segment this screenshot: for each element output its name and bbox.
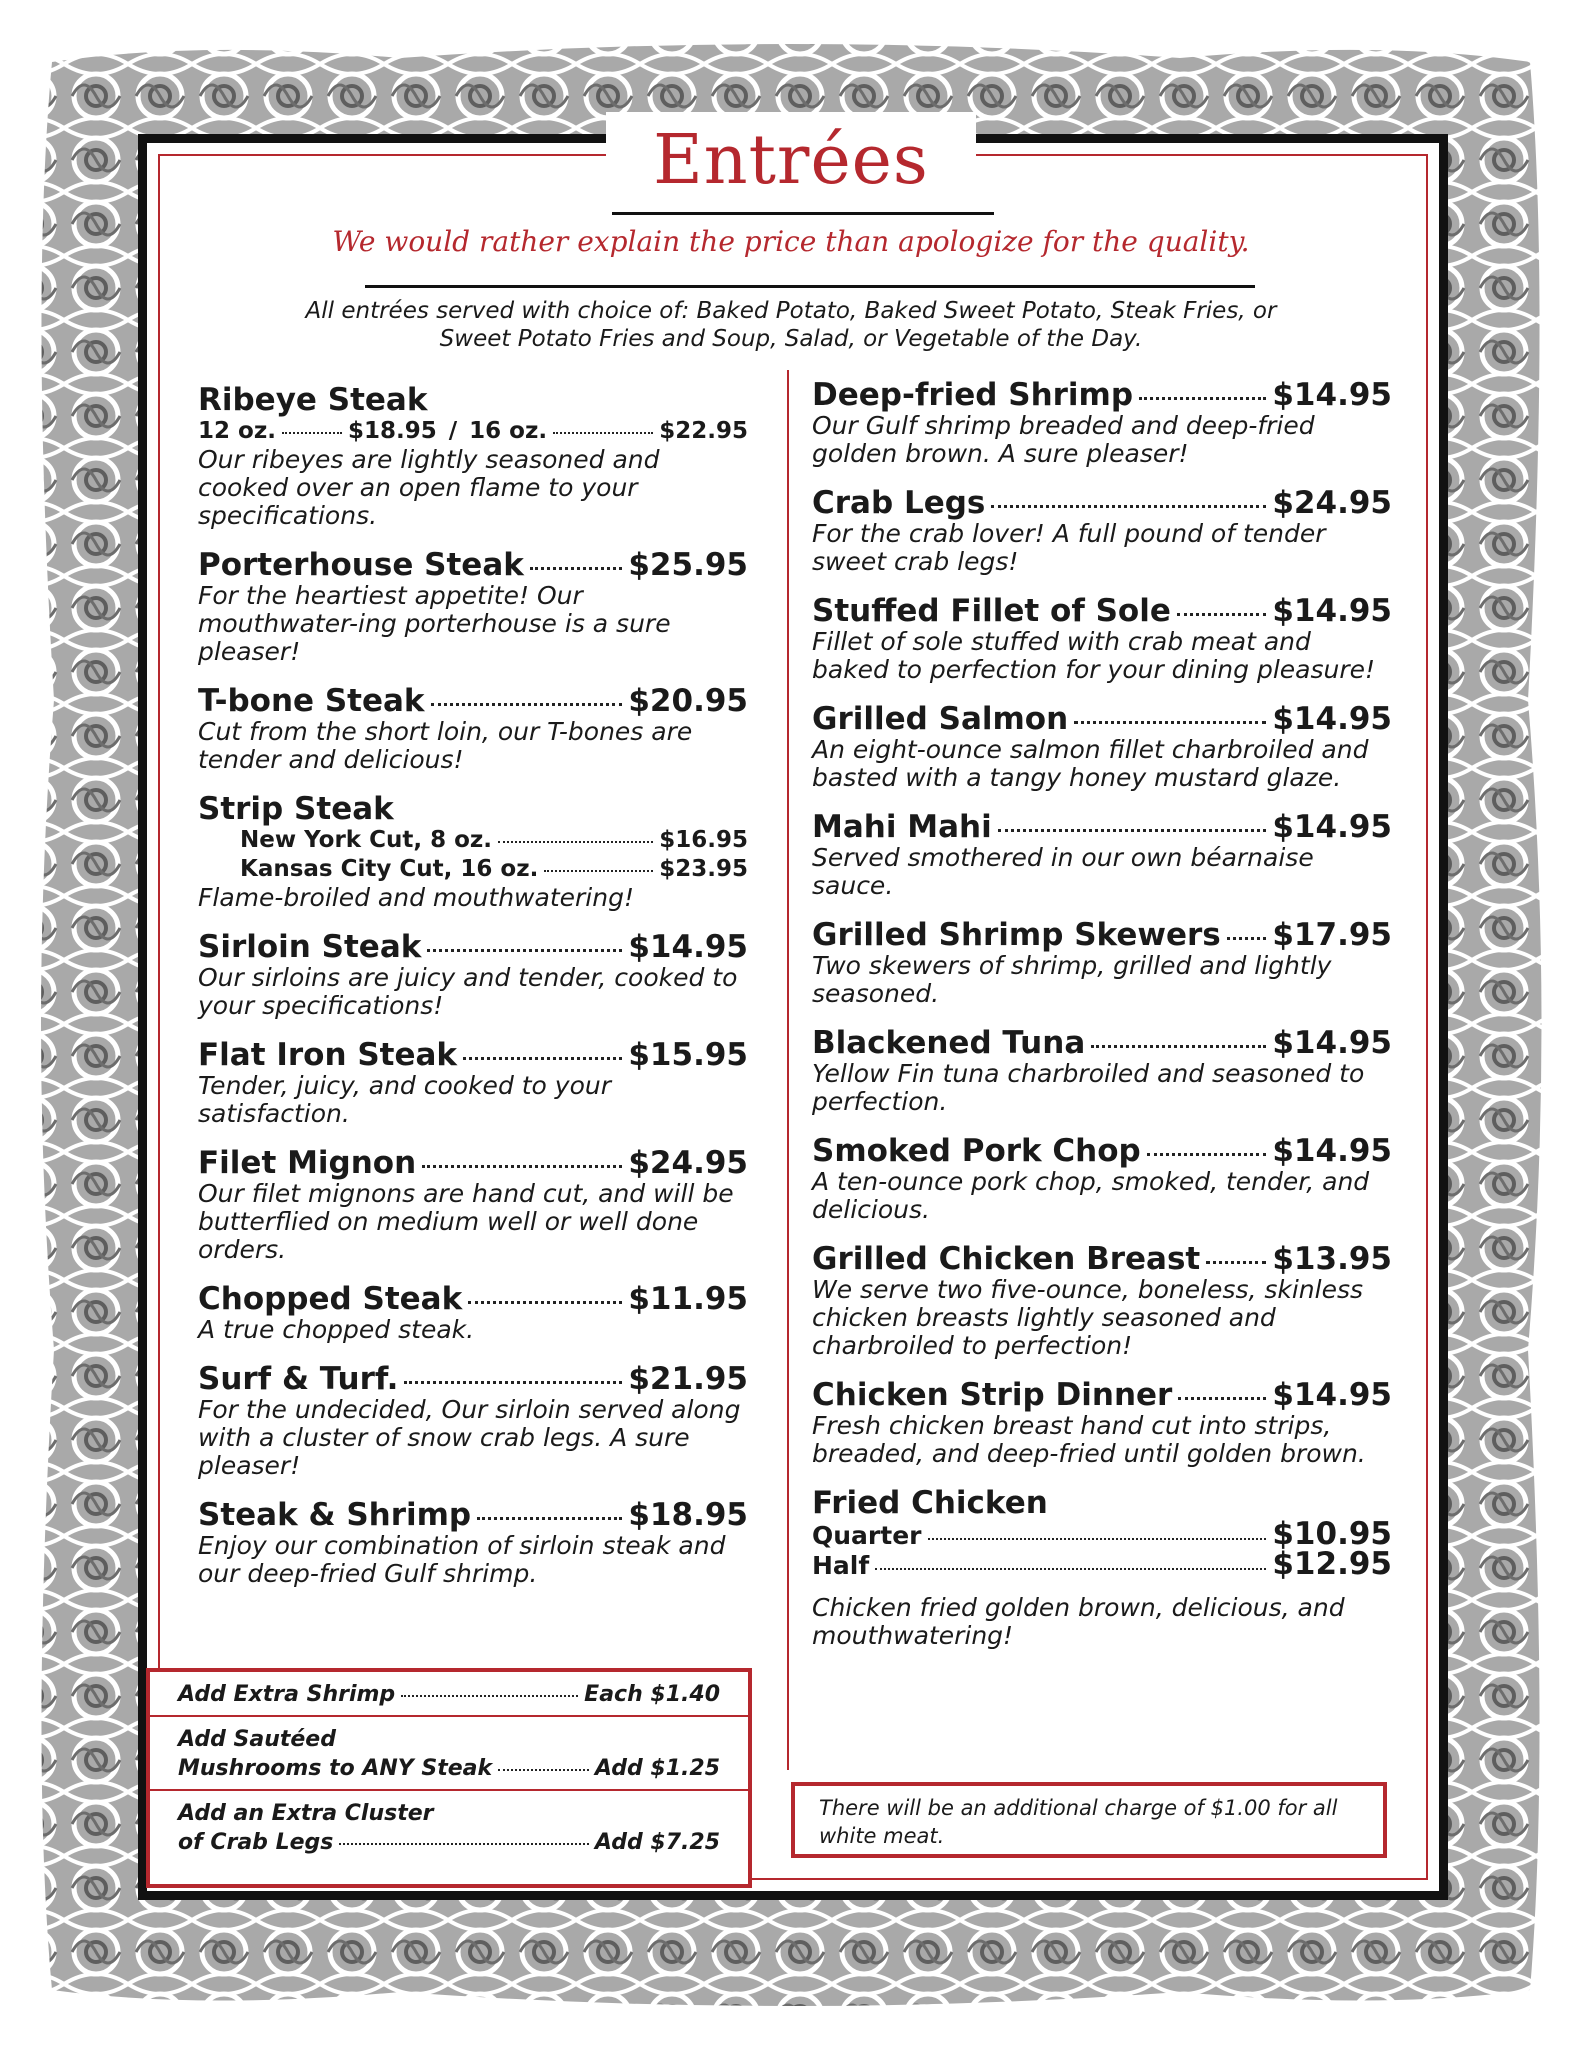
menu-item — [198, 1282, 748, 1344]
addon-label: Add Sautéed — [178, 1727, 336, 1752]
addons-box — [146, 1668, 752, 1888]
item-price: $14.95 — [1272, 1133, 1392, 1169]
item-name: T-bone Steak — [198, 683, 425, 719]
right-column — [812, 378, 1392, 1668]
leader-dots — [998, 829, 1267, 832]
item-name: Chopped Steak — [198, 1281, 463, 1317]
item-price: $11.95 — [628, 1281, 748, 1317]
leader-dots — [1206, 1261, 1266, 1264]
item-description: An eight-ounce salmon fillet charbroiled and basted with a tangy honey mustard glaze. — [812, 735, 1369, 792]
menu-item — [812, 1134, 1392, 1224]
item-description: Fillet of sole stuffed with crab meat and baked to perfection for your dining pleasure! — [812, 627, 1376, 684]
item-name: Grilled Salmon — [812, 701, 1069, 737]
item-price: $14.95 — [628, 929, 748, 965]
leader-dots — [875, 1568, 1266, 1570]
addon-price: Each $1.40 — [584, 1682, 720, 1707]
leader-dots — [1178, 1397, 1266, 1400]
item-price: $14.95 — [1272, 593, 1392, 629]
option-label: Quarter — [812, 1521, 922, 1550]
leader-dots — [401, 1695, 578, 1697]
menu-item — [812, 486, 1392, 576]
column-divider — [787, 370, 789, 1770]
menu-item — [198, 1498, 748, 1588]
leader-dots — [498, 1769, 589, 1771]
option-label: New York Cut, 8 oz. — [240, 827, 493, 853]
menu-item — [812, 1378, 1392, 1468]
item-name: Surf & Turf. — [198, 1361, 399, 1397]
item-name: Filet Mignon — [198, 1145, 417, 1181]
item-price: $14.95 — [1272, 1025, 1392, 1061]
leader-dots — [553, 432, 653, 434]
menu-item — [198, 1038, 748, 1128]
option-label: Kansas City Cut, 16 oz. — [240, 856, 539, 882]
option-price: $18.95 — [347, 418, 437, 444]
item-name: Smoked Pork Chop — [812, 1133, 1141, 1169]
menu-item — [812, 918, 1392, 1008]
menu-item — [198, 1146, 748, 1264]
white-meat-note: There will be an additional charge of $1.00 for all white meat. — [791, 1782, 1387, 1858]
item-price: $21.95 — [628, 1361, 748, 1397]
item-price: $14.95 — [1272, 809, 1392, 845]
menu-item — [812, 378, 1392, 468]
menu-item — [198, 383, 748, 530]
item-description: Our filet mignons are hand cut, and will be butterflied on medium well or well done orders. — [198, 1179, 734, 1264]
addon-price: Add $1.25 — [594, 1756, 720, 1781]
menu-item — [812, 810, 1392, 900]
sides-note: All entrées served with choice of: Baked Potato, Baked Sweet Potato, Steak Fries, or Sweet Potato Fries and Soup, Salad, or Vegetable of the Day. — [305, 298, 1277, 352]
item-name: Deep-fried Shrimp — [812, 377, 1134, 413]
item-name: Grilled Chicken Breast — [812, 1241, 1201, 1277]
addon-row — [150, 1789, 748, 1863]
tagline-divider — [365, 285, 1255, 288]
item-name: Chicken Strip Dinner — [812, 1377, 1173, 1413]
addon-row — [150, 1672, 748, 1715]
item-description: Fresh chicken breast hand cut into strips, breaded, and deep-fried until golden brown. — [812, 1411, 1366, 1468]
leader-dots — [431, 703, 623, 706]
item-price: $17.95 — [1272, 917, 1392, 953]
addon-label: Add an Extra Cluster — [178, 1801, 434, 1826]
leader-dots — [928, 1538, 1267, 1540]
item-name: Porterhouse Steak — [198, 547, 524, 583]
item-name: Steak & Shrimp — [198, 1497, 472, 1533]
leader-dots — [1177, 613, 1266, 616]
item-name: Flat Iron Steak — [198, 1037, 458, 1073]
option-label: 12 oz. — [198, 418, 276, 444]
item-description: For the crab lover! A full pound of tender sweet crab legs! — [812, 519, 1326, 576]
item-name: Stuffed Fillet of Sole — [812, 593, 1171, 629]
item-name: Strip Steak — [198, 791, 394, 827]
item-description: Cut from the short loin, our T-bones are tender and delicious! — [198, 717, 693, 774]
item-name: Blackened Tuna — [812, 1025, 1086, 1061]
leader-dots — [404, 1381, 622, 1384]
item-description: For the heartiest appetite! Our mouthwater-ing porterhouse is a sure pleaser! — [198, 581, 671, 666]
leader-dots — [477, 1517, 622, 1520]
option-label: Half — [812, 1551, 870, 1580]
leader-dots — [1227, 937, 1267, 940]
item-description: Our sirloins are juicy and tender, cooked to your specifications! — [198, 963, 738, 1020]
item-price: $14.95 — [1272, 377, 1392, 413]
leader-dots — [1147, 1153, 1267, 1156]
leader-dots — [339, 1843, 589, 1845]
item-description: We serve two five-ounce, boneless, skinless chicken breasts lightly seasoned and charbroiled to perfection! — [812, 1275, 1364, 1360]
item-option — [198, 826, 748, 855]
option-price: $22.95 — [659, 418, 748, 444]
item-description: Our ribeyes are lightly seasoned and cooked over an open flame to your specifications. — [198, 445, 660, 530]
item-description: Two skewers of shrimp, grilled and lightly seasoned. — [812, 951, 1332, 1008]
item-description: A true chopped steak. — [198, 1315, 475, 1344]
tagline: We would rather explain the price than apologize for the quality. — [332, 225, 1250, 258]
leader-dots — [530, 567, 623, 570]
item-description: Our Gulf shrimp breaded and deep-fried golden brown. A sure pleaser! — [812, 411, 1315, 468]
option-price: $12.95 — [1272, 1546, 1392, 1582]
addon-price: Add $7.25 — [594, 1830, 720, 1855]
menu-item — [812, 702, 1392, 792]
menu-item — [812, 1026, 1392, 1116]
option-label: 16 oz. — [469, 418, 548, 444]
leader-dots — [1139, 397, 1266, 400]
menu-item — [812, 1242, 1392, 1360]
item-name: Mahi Mahi — [812, 809, 992, 845]
item-option — [812, 1546, 1392, 1582]
option-price: $16.95 — [659, 827, 748, 853]
item-description: For the undecided, Our sirloin served along with a cluster of snow crab legs. A sure pleaser! — [198, 1395, 741, 1480]
leader-dots — [427, 949, 622, 952]
leader-dots — [991, 505, 1266, 508]
item-price: $24.95 — [628, 1145, 748, 1181]
addon-label: Mushrooms to ANY Steak — [178, 1756, 493, 1781]
item-price: $13.95 — [1272, 1241, 1392, 1277]
leader-dots — [1091, 1045, 1266, 1048]
menu-item — [198, 1362, 748, 1480]
addon-label: of Crab Legs — [178, 1830, 334, 1855]
addon-label: Add Extra Shrimp — [178, 1682, 396, 1707]
item-description: Yellow Fin tuna charbroiled and seasoned to perfection. — [812, 1059, 1365, 1116]
menu-item — [812, 594, 1392, 684]
leader-dots — [463, 1057, 622, 1060]
leader-dots — [544, 870, 653, 872]
leader-dots — [422, 1165, 622, 1168]
item-price: $24.95 — [1272, 485, 1392, 521]
option-price: $23.95 — [659, 856, 748, 882]
option-separator: / — [448, 418, 458, 444]
item-price: $25.95 — [628, 547, 748, 583]
menu-item — [198, 684, 748, 774]
menu-item — [198, 792, 748, 912]
title-divider — [612, 212, 994, 215]
item-description: Flame-broiled and mouthwatering! — [198, 883, 634, 912]
leader-dots — [1074, 721, 1266, 724]
page-title: Entrées — [653, 120, 929, 200]
item-name: Grilled Shrimp Skewers — [812, 917, 1221, 953]
item-price: $15.95 — [628, 1037, 748, 1073]
item-price: $20.95 — [628, 683, 748, 719]
item-description: Tender, juicy, and cooked to your satisfaction. — [198, 1071, 612, 1128]
leader-dots — [282, 432, 342, 434]
item-option — [198, 417, 748, 446]
addon-row — [150, 1715, 748, 1789]
leader-dots — [468, 1301, 622, 1304]
item-name: Sirloin Steak — [198, 929, 422, 965]
item-name: Crab Legs — [812, 485, 986, 521]
item-name: Ribeye Steak — [198, 382, 428, 418]
title-plate — [606, 112, 976, 208]
menu-item — [198, 548, 748, 666]
menu-item — [812, 1486, 1392, 1650]
item-description: Enjoy our combination of sirloin steak and our deep-fried Gulf shrimp. — [198, 1531, 726, 1588]
item-description: A ten-ounce pork chop, smoked, tender, and delicious. — [812, 1167, 1370, 1224]
leader-dots — [498, 841, 653, 843]
menu-item — [198, 930, 748, 1020]
item-description: Served smothered in our own béarnaise sauce. — [812, 843, 1314, 900]
left-column — [198, 383, 748, 1606]
item-price: $14.95 — [1272, 701, 1392, 737]
item-price: $14.95 — [1272, 1377, 1392, 1413]
item-name: Fried Chicken — [812, 1485, 1048, 1521]
option-price: $10.95 — [1272, 1516, 1392, 1552]
item-option — [198, 855, 748, 884]
item-price: $18.95 — [628, 1497, 748, 1533]
item-description: Chicken fried golden brown, delicious, and mouthwatering! — [812, 1593, 1345, 1650]
